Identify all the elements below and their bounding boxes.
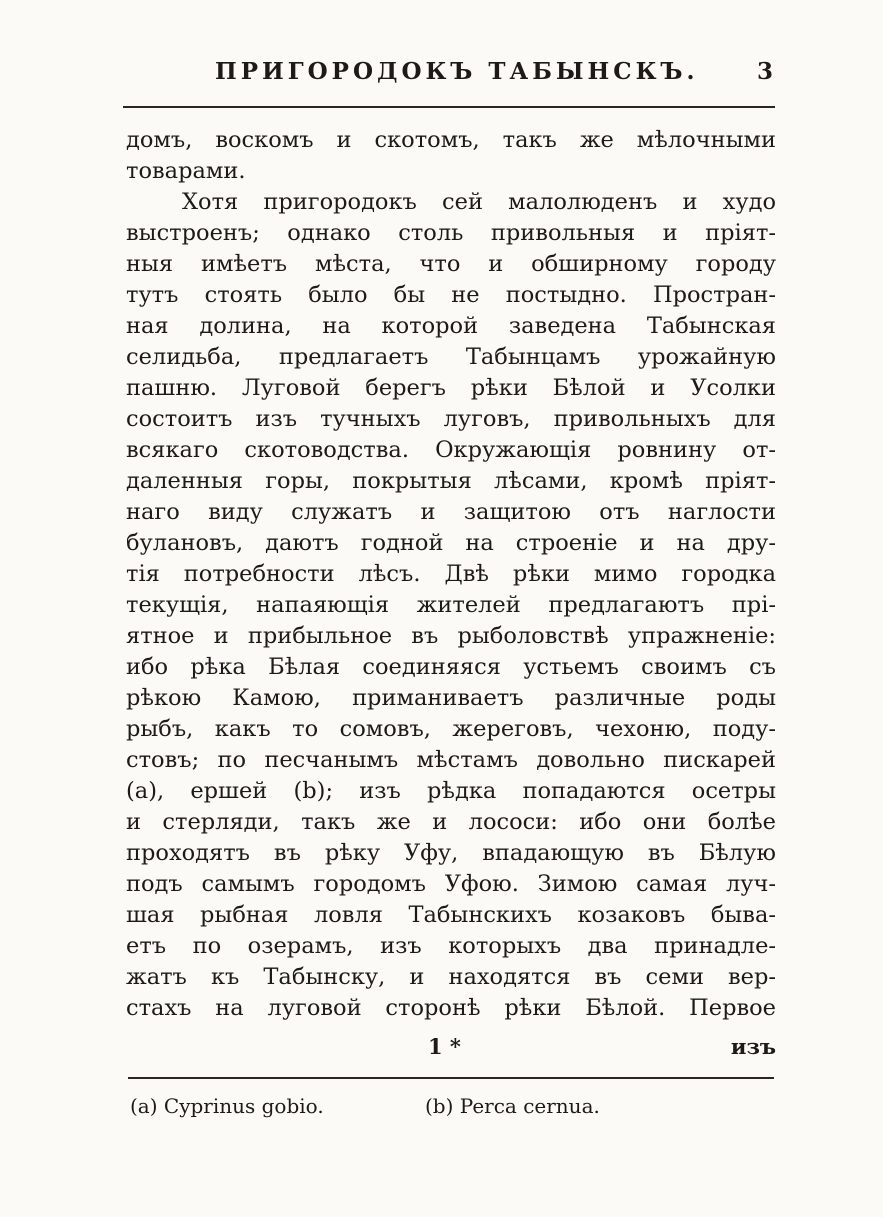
- text-line: булановъ, даютъ годной на строенiе и на дру-: [126, 530, 776, 556]
- text-line: и стерляди, такъ же и лососи: ибо они болѣе: [126, 809, 776, 835]
- text-line: рыбъ, какъ то сомовъ, жереговъ, чехоню, поду-: [126, 716, 776, 742]
- text-line: тiя потребности лѣсъ. Двѣ рѣки мимо городка: [126, 561, 776, 587]
- text-line: товарами.: [126, 158, 246, 184]
- text-line: рѣкою Камою, приманиваетъ различные роды: [126, 685, 776, 711]
- text-line: домъ, воскомъ и скотомъ, такъ же мѣлочными: [126, 127, 776, 153]
- footnote-rule: [128, 1077, 774, 1079]
- signature-mark: 1 *: [428, 1034, 461, 1059]
- catch-row: [126, 1034, 776, 1064]
- text-line: проходятъ въ рѣку Уфу, впадающую въ Бѣлую: [126, 840, 776, 866]
- text-line: ная долина, на которой заведена Табынская: [126, 313, 776, 339]
- text-line: наго виду служатъ и защитою отъ наглости: [126, 499, 776, 525]
- body-text: [126, 125, 776, 1024]
- catchword: изъ: [730, 1034, 776, 1059]
- text-line: шая рыбная ловля Табынскихъ козаковъ быва-: [126, 902, 776, 928]
- page-number: 3: [756, 58, 773, 85]
- text-line: Хотя пригородокъ сей малолюденъ и худо: [182, 189, 776, 215]
- text-line: (a), ершей (b); изъ рѣдка попадаются осетры: [126, 778, 776, 804]
- text-line: текущiя, напаяющiя жителей предлагаютъ прi-: [126, 592, 776, 618]
- text-line: ятное и прибыльное въ рыболовствѣ упражненiе:: [126, 623, 776, 649]
- text-line: состоитъ изъ тучныхъ луговъ, привольныхъ для: [126, 406, 776, 432]
- text-line: тутъ стоять было бы не постыдно. Простран-: [126, 282, 776, 308]
- text-line: всякаго скотоводства. Окружающiя ровнину от-: [126, 437, 776, 463]
- text-line: подъ самымъ городомъ Уфою. Зимою самая луч-: [126, 871, 776, 897]
- text-line: жатъ къ Табынску, и находятся въ семи вер-: [126, 964, 776, 990]
- footnote-b: (b) Perca cernua.: [425, 1094, 600, 1118]
- text-line: даленныя горы, покрытыя лѣсами, кромѣ прiят-: [126, 468, 776, 494]
- footnote-a: (a) Cyprinus gobio.: [130, 1094, 324, 1118]
- text-line: стовъ; по песчанымъ мѣстамъ довольно пискарей: [126, 747, 776, 773]
- text-line: ибо рѣка Бѣлая соединяяся устьемъ своимъ съ: [126, 654, 776, 680]
- running-head: [123, 58, 773, 94]
- text-line: селидьба, предлагаетъ Табынцамъ урожайную: [126, 344, 776, 370]
- header-rule: [123, 106, 775, 108]
- running-title: ПРИГОРОДОКЪ ТАБЫНСКЪ.: [215, 58, 699, 85]
- text-line: ныя имѣетъ мѣста, что и обширному городу: [126, 251, 776, 277]
- text-line: стахъ на луговой сторонѣ рѣки Бѣлой. Первое: [126, 995, 776, 1021]
- text-line: пашню. Луговой берегъ рѣки Бѣлой и Усолки: [126, 375, 776, 401]
- text-line: етъ по озерамъ, изъ которыхъ два принадле-: [126, 933, 776, 959]
- text-line: выстроенъ; однако столь привольныя и прiят-: [126, 220, 776, 246]
